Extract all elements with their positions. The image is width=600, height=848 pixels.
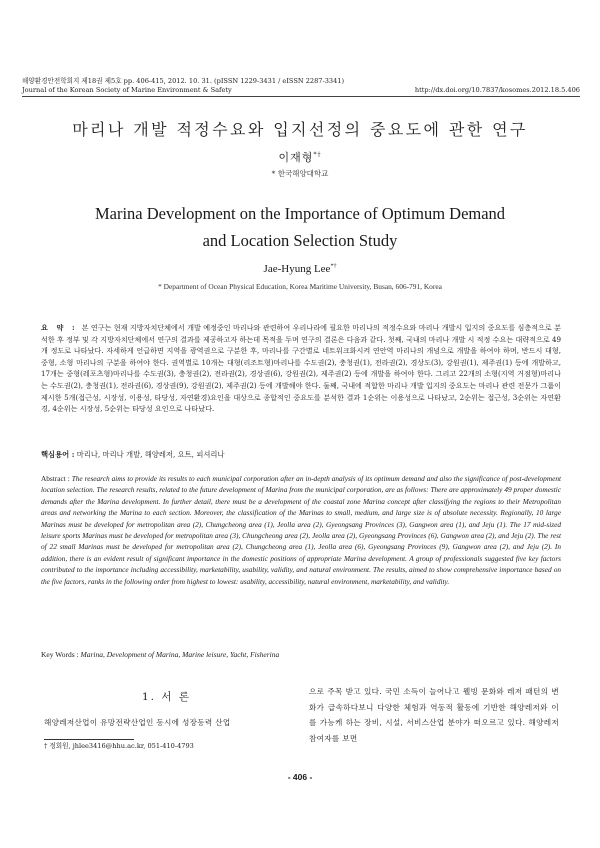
- page-number: - 406 -: [287, 772, 313, 782]
- english-abstract-label: Abstract :: [41, 474, 70, 483]
- korean-abstract-text: 본 연구는 현재 지방자치단체에서 개발 예정중인 마리나와 관련하여 우리나라에 필요한 마리나의 적정수요와 마리나 개발시 입지의 중요도를 심층적으로 분석한 후 정부 및 각 지방자치단체에서 연구의 결과를 제공하고자 하는데 목적을 두며 연구의 결론은 다음과 같다. 첫째, 국내의 마리나 개발 시 적정 수요는 대략적으로 49개 정도로 나타났다. 자세하게 언급하면 지역을 광역권으로 구분한 후, 마리나를 구간별로 네트워크화시켜 연안역 마리나의 개념으로 개발을 하여야 하며, 반드시 대형, 중형, 소형 마리나의 구분을 하여야 한다. 권역별로 10개는 대형(리조트형)마리나를 수도권(2), 충청권(1), 전라권(2), 경상도(3), 강원권(1), 제주권(1) 등에 개발하고, 17개는 중형(레포츠형)마리나를 수도권(3), 충청권(2), 전라권(2), 경상권(6), 강원권(2), 제주권(2) 등에 개발을 하여야 한다. 그리고 22개의 소형(지역 거점형)마리나는 수도권(2), 충청권(1), 전라권(6), 경상권(9), 강원권(2), 제주권(2) 등에 개발해야 한다. 둘째, 국내에 적합한 마리나 개발 입지의 중요도는 마리나 관련 전문가 그룹이 제시한 5개(접근성, 시장성, 이용성, 타당성, 자연환경)요인을 대상으로 종합적인 중요도를 분석한 결과 1순위는 이용성으로 나타났고, 2순위는 접근성, 3순위는 자연환경, 4순위는 시장성, 5순위는 타당성 요인으로 나타났다.: [41, 323, 561, 414]
- english-keywords-text: Marina, Development of Marina, Marine leisure, Yacht, Fisherina: [80, 650, 280, 659]
- english-title-line2: and Location Selection Study: [202, 231, 398, 250]
- korean-author: [0, 149, 600, 165]
- author-name-en: Jae-Hyung Lee: [263, 263, 331, 275]
- english-affiliation: * Department of Ocean Physical Education, Korea Maritime University, Busan, 606-791, Korea: [158, 282, 442, 291]
- english-abstract: [41, 473, 561, 587]
- body-column-left: 해양레저산업이 유망전략산업인 동시에 성장동력 산업: [44, 718, 231, 727]
- author-mark-ko: *†: [313, 151, 322, 159]
- footnote-rule: [44, 739, 134, 740]
- english-keywords-label: Key Words :: [41, 650, 79, 659]
- journal-header-korean: 해양환경안전학회지 제18권 제5호 pp. 406-415, 2012. 10. 31. (pISSN 1229-3431 / eISSN 2287-3341): [22, 77, 345, 85]
- korean-title: 마리나 개발 적정수요와 입지선정의 중요도에 관한 연구: [72, 120, 528, 139]
- english-title-line1: Marina Development on the Importance of Optimum Demand: [94, 204, 506, 223]
- english-keywords: [41, 650, 561, 659]
- doi-link[interactable]: http://dx.doi.org/10.7837/kosomes.2012.18.5.406: [414, 86, 580, 94]
- journal-header-english: [22, 86, 580, 95]
- korean-keywords: [41, 450, 561, 460]
- english-author: [0, 263, 600, 275]
- footnote: † 정회원, jhlee3416@hhu.ac.kr, 051-410-4793: [44, 742, 194, 750]
- author-name-ko: 이재형: [278, 151, 314, 164]
- korean-affiliation: * 한국해양대학교: [271, 169, 329, 178]
- header-rule: [22, 96, 580, 97]
- journal-name: Journal of the Korean Society of Marine Environment & Safety: [22, 86, 232, 94]
- body-column-right: 으로 주목 받고 있다. 국민 소득이 늘어나고 웰빙 문화와 레저 패턴의 변화가 급속하다보니 다양한 체험과 역동적 활동에 기반한 해양레저와 이를 가능케 하는 장비, 시설, 서비스산업 분야가 떠오르고 있다. 해양레저 참여자를 보면: [309, 687, 559, 743]
- korean-abstract-label: 요 약 :: [41, 323, 78, 332]
- korean-keywords-label: 핵심용어 :: [41, 450, 75, 459]
- english-abstract-text: The research aims to provide its results to each municipal corporation after an in-depth analysis of its optimum demand and also the significance of post-development location selection. The research results, related to the future development of Marina from the municipal corporation, are as follows: There are approximately 49 proper domestic demands after the Marina development. In further detail, there must be a development of the coastal zone Marina concept after classifying the regions to their Metropolitan areas and networking the Marina to each section. Moreover, the classification of the Marinas to small, medium, and large size is of absolute necessity. Regionally, 10 large Marinas must be developed for metropolitan area (2), Chungcheong area (1), Jeolla area (2), Gyeongsang Provinces (3), Gangwon area (1), and Jeju (1). The 17 mid-sized leisure sports Marinas must be developed for metropolitan area (3), Chungcheong area (2), Jeolla area (2), Gyeongsang Provinces (6), Gangwon area (2), and Jeju (2). The rest of 22 small Marinas must be developed for metropolitan area (2), Chungcheong area (1), Jeolla area (6), Gyeongsang Provinces (9), Gangwon area (2), and Jeju (2). In addition, there is an evident result of significant importance in the domestic positions of appropriate Marina development. A group of professionals suggested five key factors contributed to the importance including accessibility, marketability, usability, validity, and natural environment. The results, aimed to show comprehensive importance based on the five factors, ranks in the following order from highest to lowest: usability, accessibility, natural environment, marketability, and validity.: [41, 474, 562, 586]
- english-title: [0, 200, 600, 254]
- author-mark-en: *†: [330, 263, 337, 270]
- korean-abstract: [41, 322, 561, 415]
- korean-keywords-text: 마리나, 마리나 개발, 해양레저, 요트, 피셔리나: [76, 450, 225, 459]
- section-heading-introduction: 1. 서 론: [142, 691, 191, 703]
